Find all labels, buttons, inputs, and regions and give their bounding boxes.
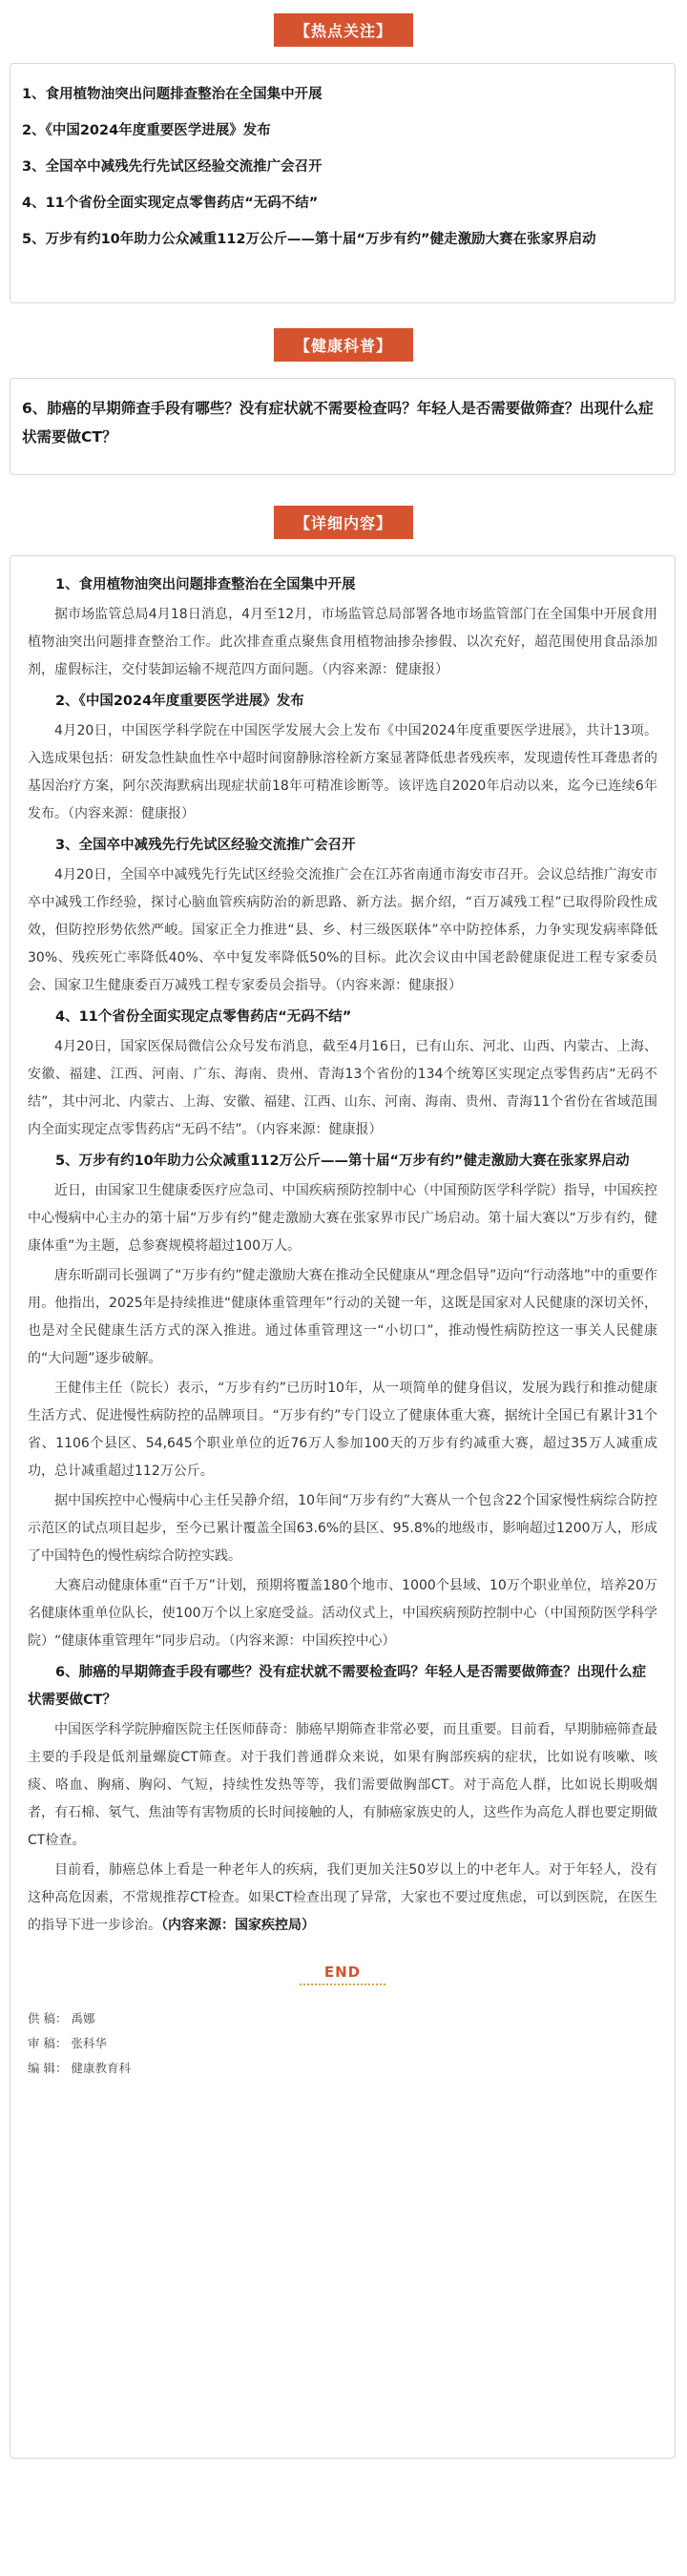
credit-row bbox=[28, 2006, 657, 2031]
section-paragraph: 近日，由国家卫生健康委医疗应急司、中国疾病预防控制中心（中国预防医学科学院）指导，中国疾控中心慢病中心主办的第十届“万步有约”健走激励大赛在张家界市民广场启动。第十届大赛以“万步有约，健康体重”为主题，总参赛规模将超过100万人。 bbox=[28, 1183, 657, 1254]
hot-list-box bbox=[10, 63, 676, 303]
section-title: 2、《中国2024年度重要医学进展》发布 bbox=[55, 694, 304, 709]
section-paragraph: 唐东昕副司长强调了“万步有约”健走激励大赛在推动全民健康从“理念倡导”迈向“行动落地”中的重要作用。他指出，2025年是持续推进“健康体重管理年”行动的关键一年，这既是国家对人民健康的深切关怀，也是对全民健康生活方式的深入推进。通过体重管理这一“小切口”，推动慢性病防控这一事关人民健康的“大问题”逐步破解。 bbox=[28, 1268, 657, 1366]
end-label: END bbox=[323, 1963, 362, 1981]
last-paragraph-text: 目前看，肺癌总体上看是一种老年人的疾病，我们更加关注50岁以上的中老年人。对于年轻人，没有这种高危因素，不常规推荐CT检查。如果CT检查出现了异常，大家也不要过度焦虑，可以到医院，在医生的指导下进一步诊治。 bbox=[28, 1862, 657, 1933]
section-title: 1、食用植物油突出问题排查整治在全国集中开展 bbox=[55, 577, 356, 592]
section-title: 6、肺癌的早期筛查手段有哪些？没有症状就不需要检查吗？年轻人是否需要做筛查？出现什么症状需要做CT？ bbox=[28, 1665, 647, 1708]
credit-row bbox=[28, 2056, 657, 2081]
health-header: 【健康科普】 bbox=[274, 328, 413, 362]
hot-header: 【热点关注】 bbox=[274, 13, 413, 47]
credit-label: 编 辑： bbox=[28, 2061, 68, 2075]
section-paragraph: 据中国疾控中心慢病中心主任吴静介绍，10年间“万步有约”大赛从一个包含22个国家慢性病综合防控示范区的试点项目起步，至今已累计覆盖全国63.6%的县区、95.8%的地级市，影响超过1200万人，形成了中国特色的慢性病综合防控实践。 bbox=[28, 1493, 657, 1564]
detail-content bbox=[10, 556, 675, 2081]
section-paragraph: 据市场监管总局4月18日消息，4月至12月，市场监管总局部署各地市场监管部门在全国集中开展食用植物油突出问题排查整治工作。此次排查重点聚焦食用植物油掺杂掺假、以次充好，超范围使用食品添加剂，虚假标注，交付装卸运输不规范四方面问题。（内容来源：健康报） bbox=[28, 607, 657, 677]
credit-value: 张科华 bbox=[71, 2036, 107, 2050]
credit-value: 健康教育科 bbox=[71, 2061, 131, 2075]
hot-item[interactable]: 5、万步有约10年助力公众减重112万公斤——第十届“万步有约”健走激励大赛在张家界启动 bbox=[22, 232, 596, 247]
health-question[interactable]: 6、肺癌的早期筛查手段有哪些？没有症状就不需要检查吗？年轻人是否需要做筛查？出现什么症状需要做CT？ bbox=[22, 400, 654, 446]
end-divider bbox=[300, 1984, 385, 1985]
content-source: （内容来源：国家疾控局） bbox=[161, 1918, 315, 1933]
hot-item[interactable]: 3、全国卒中减残先行先试区经验交流推广会召开 bbox=[22, 159, 323, 175]
hot-item[interactable]: 4、11个省份全面实现定点零售药店“无码不结” bbox=[22, 196, 319, 211]
hot-item[interactable]: 1、食用植物油突出问题排查整治在全国集中开展 bbox=[22, 87, 323, 102]
hot-list bbox=[10, 64, 675, 272]
detail-header: 【详细内容】 bbox=[274, 506, 413, 539]
section-paragraph: 大赛启动健康体重“百千万”计划，预期将覆盖180个地市、1000个县域、10万个职业单位，培养20万名健康体重单位队长，使100万个以上家庭受益。活动仪式上，中国疾病预防控制中心（中国预防医学科学院）“健康体重管理年”同步启动。（内容来源：中国疾控中心） bbox=[28, 1578, 657, 1649]
section-paragraph: 4月20日，中国医学科学院在中国医学发展大会上发布《中国2024年度重要医学进展》，共计13项。入选成果包括：研发急性缺血性卒中超时间窗静脉溶栓新方案显著降低患者残疾率，发现遗传性耳聋患者的基因治疗方案，阿尔茨海默病出现症状前18年可精准诊断等。该评选自2020年启动以来，迄今已连续6年发布。（内容来源：健康报） bbox=[28, 723, 657, 821]
section-title: 4、11个省份全面实现定点零售药店“无码不结” bbox=[55, 1009, 352, 1025]
credits bbox=[28, 2006, 657, 2081]
hot-header-wrap bbox=[0, 13, 687, 47]
health-box bbox=[10, 378, 676, 475]
credit-label: 审 稿： bbox=[28, 2036, 68, 2050]
section-paragraph: 中国医学科学院肿瘤医院主任医师薛奇：肺癌早期筛查非常必要，而且重要。目前看，早期肺癌筛查最主要的手段是低剂量螺旋CT筛查。对于我们普通群众来说，如果有胸部疾病的症状，比如说有咳嗽、咳痰、咯血、胸痛、胸闷、气短，持续性发热等等，我们需要做胸部CT。对于高危人群，比如说长期吸烟者，有石棉、氡气、焦油等有害物质的长时间接触的人，有肺癌家族史的人，这些作为高危人群也要定期做CT检查。 bbox=[28, 1722, 657, 1848]
section-paragraph: 王健伟主任（院长）表示，“万步有约”已历时10年，从一项简单的健身倡议，发展为践行和推动健康生活方式、促进慢性病防控的品牌项目。“万步有约”专门设立了健康体重大赛，据统计全国已有累计31个省、1106个县区、54,645个职业单位的近76万人参加100天的万步有约减重大赛，超过35万人减重成功，总计减重超过112万公斤。 bbox=[28, 1381, 657, 1479]
detail-box bbox=[10, 555, 676, 2459]
section-title: 5、万步有约10年助力公众减重112万公斤——第十届“万步有约”健走激励大赛在张家界启动 bbox=[55, 1153, 630, 1169]
section-paragraph: 4月20日，全国卒中减残先行先试区经验交流推广会在江苏省南通市海安市召开。会议总结推广海安市卒中减残工作经验，探讨心脑血管疾病防治的新思路、新方法。据介绍，“百万减残工程”已取得阶段性成效，但防控形势依然严峻。国家正全力推进“县、乡、村三级医联体”卒中防控体系，力争实现发病率降低30%、残疾死亡率降低40%、卒中复发率降低50%的目标。此次会议由中国老龄健康促进工程专家委员会、国家卫生健康委百万减残工程专家委员会指导。（内容来源：健康报） bbox=[28, 867, 657, 993]
hot-item[interactable]: 2、《中国2024年度重要医学进展》发布 bbox=[22, 123, 271, 138]
section-paragraph-last bbox=[28, 1857, 657, 1940]
section-paragraph: 4月20日，国家医保局微信公众号发布消息，截至4月16日，已有山东、河北、山西、内蒙古、上海、安徽、福建、江西、河南、广东、海南、贵州、青海13个省份的134个统筹区实现定点零售药店“无码不结”，其中河北、内蒙古、上海、安徽、福建、江西、山东、河南、海南、贵州、青海11个省份在省域范围内全面实现定点零售药店“无码不结”。（内容来源：健康报） bbox=[28, 1039, 657, 1137]
credit-value: 禹娜 bbox=[71, 2011, 95, 2025]
end-marker bbox=[28, 1963, 657, 1985]
health-header-wrap bbox=[0, 328, 687, 362]
detail-header-wrap bbox=[0, 506, 687, 539]
credit-row bbox=[28, 2031, 657, 2056]
credit-label: 供 稿： bbox=[28, 2011, 68, 2025]
section-title: 3、全国卒中减残先行先试区经验交流推广会召开 bbox=[55, 838, 356, 853]
